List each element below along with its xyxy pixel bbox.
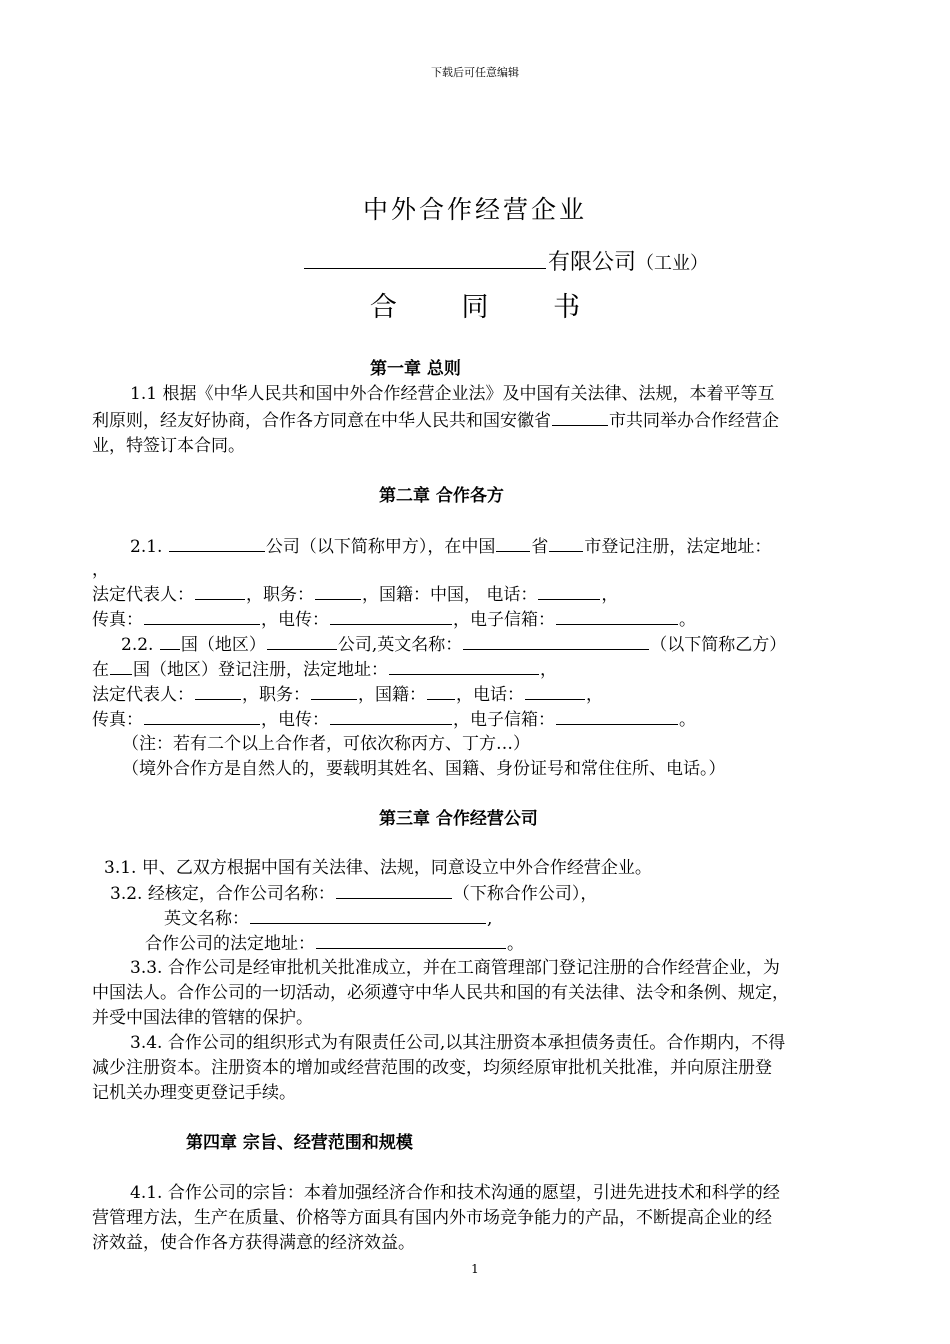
party-a-line-2: ， [92,560,109,580]
text: 3.2. 经核定，合作公司名称： [110,884,335,904]
legal-address-line [145,931,524,956]
province-blank [496,534,530,552]
note-2: （境外合作方是自然人的，要载明其姓名、国籍、身份证号和常住住所、电话。） [122,759,726,779]
paragraph-3-3-line-2: 中国法人。合作公司的一切活动，必须遵守中华人民共和国的有关法律、法令和条例、规定， [92,983,789,1003]
blank [538,582,600,600]
text: 国（地区）登记注册，法定地址： [133,660,388,680]
blank [556,707,678,725]
blank [330,607,452,625]
text: 市登记注册，法定地址： [584,537,772,557]
paragraph-4-1-line-2: 营管理方法，生产在质量、价格等方面具有国内外市场竞争能力的产品，不断提高企业的经 [92,1208,772,1228]
blank [144,707,260,725]
text: 2.2. [121,635,159,655]
text: ， [586,685,603,705]
city-blank [549,534,583,552]
text: ，国籍： [358,685,426,705]
page-number: 1 [471,1262,479,1276]
text: ，职务： [246,585,314,605]
title-line-2-text: 有限公司 [548,250,637,275]
title-line-3: 合 同 书 [369,292,609,323]
note-1: （注：若有二个以上合作者，可依次称丙方、丁方…） [122,734,530,754]
paragraph-3-1: 3.1. 甲、乙双方根据中国有关法律、法规，同意设立中外合作经营企业。 [104,858,652,878]
text: 。 [679,710,696,730]
text: 市共同举办合作经营企 [609,411,779,431]
text: 传真： [92,610,143,630]
text: 传真： [92,710,143,730]
paragraph-1-1-line-1: 1.1 根据《中华人民共和国中外合作经营企业法》及中国有关法律、法规，本着平等互 [130,384,775,404]
english-name-line [164,906,492,931]
text: , [487,909,493,929]
blank [427,682,455,700]
party-a-line-1 [130,534,771,559]
party-b-line-2 [92,657,557,682]
text: 2.1. [130,537,168,557]
chapter-4-heading: 第四章 宗旨、经营范围和规模 [186,1133,413,1153]
text: 英文名称： [164,909,249,929]
paragraph-3-3-line-3: 并受中国法律的管辖的保护。 [92,1008,313,1028]
title-line-2 [304,244,708,279]
chapter-3-heading: 第三章 合作经营公司 [379,809,538,829]
blank [195,682,241,700]
paragraph-3-4-line-3: 记机关办理变更登记手续。 [92,1083,296,1103]
paragraph-3-4-line-1: 3.4. 合作公司的组织形式为有限责任公司,以其注册资本承担债务责任。合作期内，不得 [130,1033,786,1053]
paragraph-3-2 [110,881,597,906]
text: 省 [531,537,549,557]
blank [311,682,357,700]
city-blank [552,408,608,426]
text: ，电话： [456,685,524,705]
company-name-blank [336,881,452,899]
page-header: 下载后可任意编辑 [431,66,519,79]
party-b-line-1 [121,632,786,657]
text: 。 [507,934,524,954]
title-line-1: 中外合作经营企业 [362,195,587,224]
party-b-line-4 [92,707,696,732]
blank [556,607,678,625]
text: 。 [679,610,696,630]
blank [144,607,260,625]
party-a-name-blank [169,534,265,552]
blank [267,632,337,650]
text: 在 [92,660,109,680]
blank [160,632,180,650]
text: 合作公司的法定地址： [145,934,315,954]
paragraph-1-1-line-2 [92,408,779,433]
text: 法定代表人： [92,685,194,705]
paragraph-4-1-line-1: 4.1. 合作公司的宗旨：本着加强经济合作和技术沟通的愿望，引进先进技术和科学的经 [130,1183,780,1203]
text: ， [540,660,557,680]
text: ，国籍：中国， 电话： [362,585,538,605]
english-name-blank [250,906,486,924]
text: （下称合作公司）， [452,884,598,904]
chapter-1-heading: 第一章 总则 [370,359,461,379]
text: （以下简称乙方） [650,635,787,655]
chapter-2-heading: 第二章 合作各方 [379,486,504,506]
text: 公司（以下简称甲方），在中国 [265,537,496,557]
blank [525,682,585,700]
text: 法定代表人： [92,585,194,605]
blank [195,582,245,600]
text: ，电子信箱： [453,610,555,630]
party-a-line-3 [92,582,618,607]
text: 利原则，经友好协商，合作各方同意在中华人民共和国安徽省 [92,411,551,431]
blank [110,657,132,675]
blank [315,582,361,600]
text: 国（地区） [180,635,266,655]
blank [463,632,649,650]
party-a-line-4 [92,607,696,632]
blank [330,707,452,725]
text: ，职务： [242,685,310,705]
paragraph-3-4-line-2: 减少注册资本。注册资本的增加或经营范围的改变，均须经原审批机关批准，并向原注册登 [92,1058,772,1078]
address-blank [316,931,506,949]
paragraph-3-3-line-1: 3.3. 合作公司是经审批机关批准成立，并在工商管理部门登记注册的合作经营企业，为 [130,958,780,978]
text: ，电传： [261,710,329,730]
party-b-line-3 [92,682,603,707]
blank [389,657,539,675]
text: ，电子信箱： [453,710,555,730]
text: 公司,英文名称： [337,635,463,655]
paragraph-4-1-line-3: 济效益，使合作各方获得满意的经济效益。 [92,1233,415,1253]
text: ，电传： [261,610,329,630]
paragraph-1-1-line-3: 业，特签订本合同。 [92,436,245,456]
text: ， [601,585,619,605]
title-line-2-suffix: （工业） [636,253,709,274]
company-name-blank [304,244,546,269]
